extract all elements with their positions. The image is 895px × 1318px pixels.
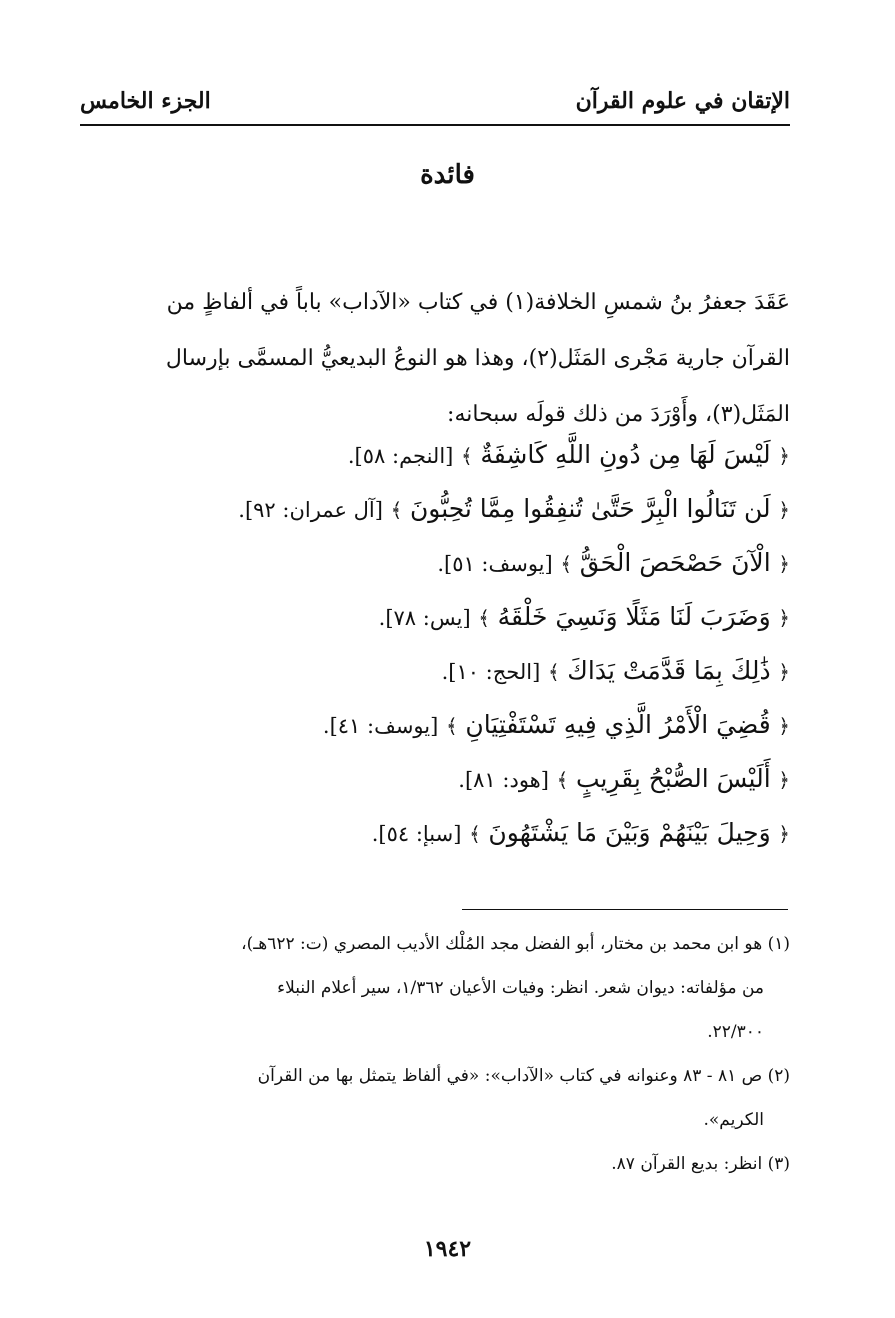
- close-ornament: ﴾: [469, 822, 481, 846]
- footnote-line: من مؤلفاته: ديوان شعر. انظر: وفيات الأعيان ١/٣٦٢، سير أعلام النبلاء: [277, 978, 764, 998]
- verse-text: ذَٰلِكَ بِمَا قَدَّمَتْ يَدَاكَ: [567, 656, 771, 685]
- open-ornament: ﴿: [778, 552, 790, 576]
- verse-text: أَلَيْسَ الصُّبْحُ بِقَرِيبٍ: [575, 764, 771, 793]
- verse-list: [80, 428, 790, 860]
- verse-item: [80, 428, 790, 482]
- footnote-line: (١) هو ابن محمد بن مختار، أبو الفضل مجد المُلْك الأديب المصري (ت: ٦٢٢هـ)،: [241, 934, 790, 954]
- verse-text: وَحِيلَ بَيْنَهُمْ وَبَيْنَ مَا يَشْتَهُونَ: [488, 818, 771, 847]
- footnote-divider: [462, 909, 788, 910]
- verse-item: [80, 536, 790, 590]
- running-header: [80, 78, 790, 126]
- intro-line: عَقَدَ جعفرُ بنُ شمسِ الخلافة(١) في كتاب «الآداب» باباً في ألفاظٍ من: [166, 290, 790, 315]
- verse-reference: [يوسف: ٤١].: [322, 714, 439, 738]
- verse-text: قُضِيَ الْأَمْرُ الَّذِي فِيهِ تَسْتَفْتِيَانِ: [465, 710, 771, 739]
- open-ornament: ﴿: [778, 822, 790, 846]
- verse-reference: [هود: ٨١].: [458, 768, 549, 792]
- close-ornament: ﴾: [390, 498, 403, 522]
- verse-reference: [آل عمران: ٩٢].: [238, 498, 383, 522]
- page-number: ١٩٤٢: [423, 1236, 472, 1262]
- verse-text: الْآنَ حَصْحَصَ الْحَقُّ: [579, 548, 771, 577]
- verse-item: [80, 806, 790, 860]
- open-ornament: ﴿: [778, 714, 790, 738]
- close-ornament: ﴾: [547, 660, 560, 684]
- footnote-2: [80, 1054, 790, 1142]
- intro-paragraph: [80, 275, 790, 443]
- close-ornament: ﴾: [461, 444, 473, 468]
- footnote-1: [80, 922, 790, 1054]
- close-ornament: ﴾: [445, 714, 458, 738]
- verse-text: وَضَرَبَ لَنَا مَثَلًا وَنَسِيَ خَلْقَهُ: [497, 602, 771, 631]
- verse-reference: [النجم: ٥٨].: [347, 444, 454, 468]
- open-ornament: ﴿: [778, 498, 790, 522]
- verse-reference: [يوسف: ٥١].: [437, 552, 553, 576]
- intro-line: القرآن جارية مَجْرى المَثَل(٢)، وهذا هو النوعُ البديعيُّ المسمَّى بإرسال: [165, 346, 790, 371]
- verse-item: [80, 644, 790, 698]
- open-ornament: ﴿: [778, 768, 790, 792]
- verse-item: [80, 752, 790, 806]
- close-ornament: ﴾: [478, 606, 490, 630]
- open-ornament: ﴿: [778, 660, 790, 684]
- verse-item: [80, 590, 790, 644]
- footnotes: [80, 922, 790, 1186]
- book-title: الإتقان في علوم القرآن: [575, 88, 790, 114]
- close-ornament: ﴾: [560, 552, 573, 576]
- footnote-line: (٣) انظر: بديع القرآن ٨٧.: [611, 1154, 790, 1174]
- footnote-3: [80, 1142, 790, 1186]
- verse-reference: [الحج: ١٠].: [441, 660, 541, 684]
- verse-text: لَيْسَ لَهَا مِن دُونِ اللَّهِ كَاشِفَةٌ: [480, 440, 771, 469]
- verse-item: [80, 698, 790, 752]
- footnote-line: (٢) ص ٨١ - ٨٣ وعنوانه في كتاب «الآداب»: «في ألفاظ يتمثل بها من القرآن: [257, 1066, 790, 1086]
- intro-line: المَثَل(٣)، وأَوْرَدَ من ذلك قولَه سبحانه:: [447, 402, 790, 427]
- open-ornament: ﴿: [778, 444, 790, 468]
- open-ornament: ﴿: [778, 606, 790, 630]
- footnote-line: ٢٢/٣٠٠.: [707, 1022, 764, 1042]
- verse-item: [80, 482, 790, 536]
- section-heading: فائدة: [420, 160, 475, 190]
- footnote-line: الكريم».: [703, 1110, 764, 1130]
- verse-reference: [يس: ٧٨].: [378, 606, 471, 630]
- close-ornament: ﴾: [556, 768, 569, 792]
- verse-text: لَن تَنَالُوا الْبِرَّ حَتَّىٰ تُنفِقُوا مِمَّا تُحِبُّونَ: [409, 494, 771, 523]
- verse-reference: [سبإ: ٥٤].: [371, 822, 462, 846]
- volume-label: الجزء الخامس: [80, 88, 211, 114]
